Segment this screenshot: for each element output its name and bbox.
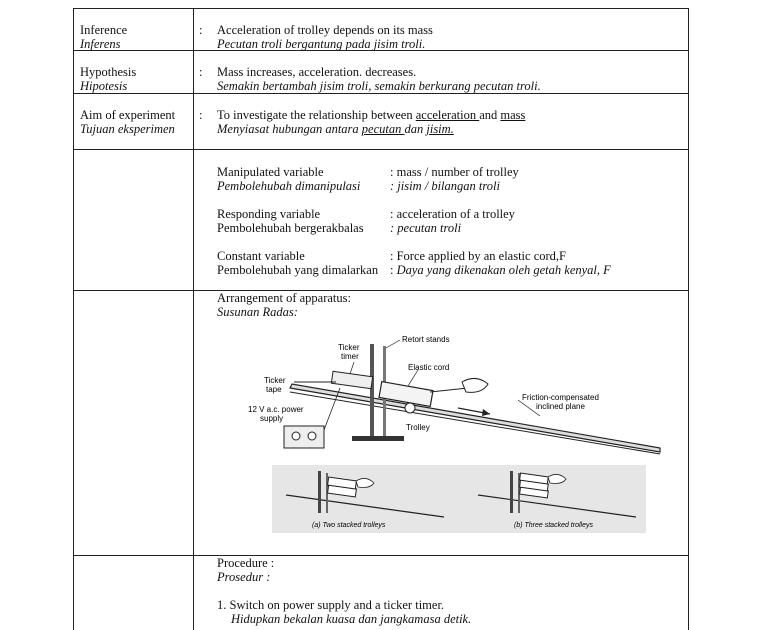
table-border-top bbox=[73, 8, 689, 9]
hypothesis-label: Hypothesis bbox=[80, 65, 137, 79]
hand-icon bbox=[462, 378, 488, 392]
aim-text-acceleration: acceleration bbox=[415, 108, 480, 122]
inclined-plane bbox=[290, 384, 660, 452]
hypothesis-label-ms: Hipotesis bbox=[80, 79, 128, 93]
aim-text-ms-dan: dan bbox=[404, 122, 427, 136]
aim-text-ms-prefix: Menyiasat hubungan antara bbox=[217, 122, 362, 136]
label-elastic-cord: Elastic cord bbox=[408, 363, 450, 372]
constant-variable-ms-colon: : bbox=[390, 263, 397, 277]
procedure-step-1-ms: Hidupkan bekalan kuasa dan jangkamasa detik. bbox=[231, 612, 472, 626]
aim-text-ms-jisim: jisim. bbox=[426, 122, 454, 136]
aim-text-mass: mass bbox=[500, 108, 526, 122]
constant-variable-value-ms bbox=[390, 263, 611, 277]
procedure-step-1: 1. Switch on power supply and a ticker timer. bbox=[217, 598, 445, 612]
manipulated-variable-label: Manipulated variable bbox=[217, 165, 324, 179]
row-divider bbox=[73, 290, 689, 291]
inference-text: Acceleration of trolley depends on its mass bbox=[217, 23, 433, 37]
aim-text-and: and bbox=[479, 108, 501, 122]
aim-text bbox=[217, 108, 525, 122]
aim-label-ms: Tujuan eksperimen bbox=[80, 122, 175, 136]
aim-colon: : bbox=[199, 108, 203, 122]
constant-variable-label: Constant variable bbox=[217, 249, 305, 263]
inference-label-ms: Inferens bbox=[80, 37, 121, 51]
retort-stand-rod bbox=[370, 344, 374, 440]
aim-text-ms bbox=[217, 122, 454, 136]
label-friction-plane-2: inclined plane bbox=[536, 402, 585, 411]
row-divider bbox=[73, 93, 689, 94]
trolley-wheel bbox=[405, 403, 415, 413]
constant-variable-label-ms: Pembolehubah yang dimalarkan bbox=[217, 263, 379, 277]
constant-variable-value: : Force applied by an elastic cord,F bbox=[390, 249, 566, 263]
manipulated-variable-value-ms: : jisim / bilangan troli bbox=[390, 179, 500, 193]
inference-label: Inference bbox=[80, 23, 128, 37]
stand-b bbox=[510, 471, 513, 513]
apparatus-title: Arrangement of apparatus: bbox=[217, 291, 351, 305]
retort-stand-base bbox=[352, 436, 404, 441]
responding-variable-value-ms: : pecutan troli bbox=[390, 221, 462, 235]
table-border-left bbox=[73, 8, 74, 630]
label-ticker-tape: Ticker bbox=[264, 376, 286, 385]
inference-text-ms: Pecutan troli bergantung pada jisim troli. bbox=[217, 37, 426, 51]
apparatus-title-ms: Susunan Radas: bbox=[217, 305, 298, 319]
stand-a bbox=[318, 471, 321, 513]
caption-two-stacked: (a) Two stacked trolleys bbox=[312, 522, 386, 529]
label-ticker-timer: Ticker bbox=[338, 343, 360, 352]
manipulated-variable-value: : mass / number of trolley bbox=[390, 165, 519, 179]
constant-variable-ms-text: Daya yang dikenakan oleh getah kenyal, F bbox=[396, 263, 611, 277]
label-power-supply: 12 V a.c. power bbox=[248, 405, 304, 414]
hypothesis-colon: : bbox=[199, 65, 203, 79]
manipulated-variable-label-ms: Pembolehubah dimanipulasi bbox=[217, 179, 361, 193]
hypothesis-text: Mass increases, acceleration. decreases. bbox=[217, 65, 417, 79]
aim-label: Aim of experiment bbox=[80, 108, 176, 122]
responding-variable-value: : acceleration of a trolley bbox=[390, 207, 515, 221]
row-divider bbox=[73, 149, 689, 150]
row-divider bbox=[73, 555, 689, 556]
label-friction-plane: Friction-compensated bbox=[522, 393, 599, 402]
elastic-cord bbox=[430, 388, 468, 392]
apparatus-diagram bbox=[240, 330, 670, 455]
aim-text-prefix: To investigate the relationship between bbox=[217, 108, 416, 122]
label-retort-stands: Retort stands bbox=[402, 335, 450, 344]
power-supply bbox=[284, 426, 324, 448]
responding-variable-label: Responding variable bbox=[217, 207, 321, 221]
leader-line bbox=[408, 370, 418, 386]
procedure-title: Procedure : bbox=[217, 556, 275, 570]
power-supply-dial bbox=[308, 432, 316, 440]
label-ticker-tape-2: tape bbox=[266, 385, 282, 394]
leader-line bbox=[350, 362, 354, 374]
label-trolley: Trolley bbox=[406, 423, 430, 432]
ticker-timer bbox=[331, 371, 372, 388]
motion-arrow-head bbox=[482, 409, 490, 416]
procedure-title-ms: Prosedur : bbox=[217, 570, 271, 584]
stacked-trolleys-diagram bbox=[272, 465, 646, 533]
label-power-supply-2: supply bbox=[260, 414, 284, 423]
label-ticker-timer-2: timer bbox=[341, 352, 359, 361]
leader-line bbox=[386, 340, 400, 348]
inclined-plane-edge bbox=[290, 392, 660, 454]
table-border-right bbox=[688, 8, 689, 630]
column-divider bbox=[193, 8, 194, 630]
inference-colon: : bbox=[199, 23, 203, 37]
power-supply-dial bbox=[292, 432, 300, 440]
aim-text-ms-pecutan: pecutan bbox=[361, 122, 405, 136]
hypothesis-text-ms: Semakin bertambah jisim troli, semakin berkurang pecutan troli. bbox=[217, 79, 541, 93]
responding-variable-label-ms: Pembolehubah bergerakbalas bbox=[217, 221, 364, 235]
caption-three-stacked: (b) Three stacked trolleys bbox=[514, 522, 593, 529]
